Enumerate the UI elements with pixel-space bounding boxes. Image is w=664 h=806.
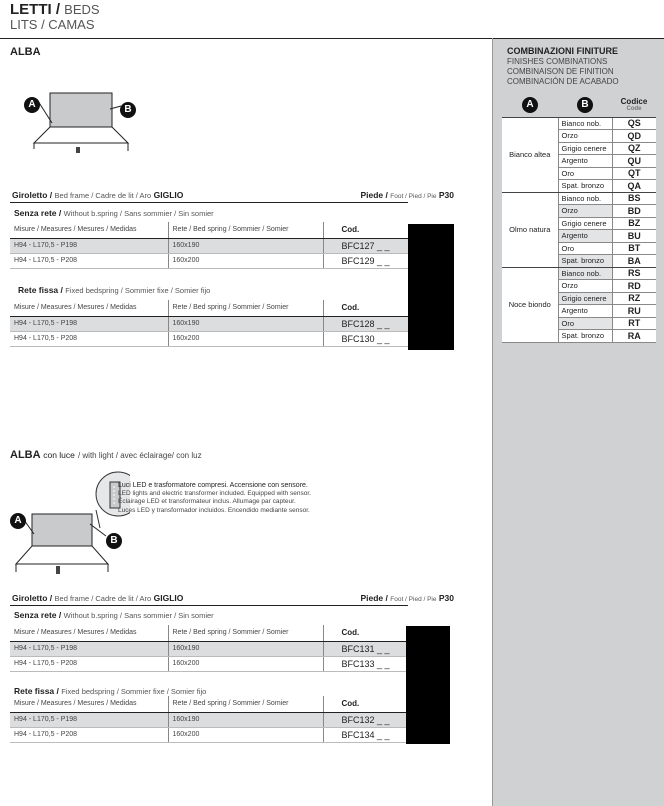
finish-code: BD: [612, 205, 656, 218]
table-row: H94 - L170,5 - P198 160x190 BFC131 _ _: [10, 641, 413, 656]
sidebar-subtitle-es: COMBINACIÓN DE ACABADO: [507, 77, 619, 86]
finish-group-name: Olmo natura: [502, 192, 558, 267]
alba-rete-fissa-heading: Rete fissa / Fixed bedspring / Sommier fixe / Somier fijo: [18, 285, 211, 295]
finish-name: Grigio cenere: [558, 217, 612, 230]
finish-code: QU: [612, 155, 656, 168]
finish-row: [502, 117, 656, 130]
finish-name: Bianco nob.: [558, 192, 612, 205]
col-b-header: B: [558, 93, 612, 117]
finish-group-name: Noce biondo: [502, 267, 558, 342]
sidebar-rule: [493, 38, 664, 39]
finish-name: Argento: [558, 305, 612, 318]
finish-code: BZ: [612, 217, 656, 230]
table-row: H94 - L170,5 - P198 160x190 BFC128 _ _: [10, 316, 413, 331]
alba-senza-rete-heading: Senza rete / Without b.spring / Sans sommier / Sin somier: [14, 208, 214, 218]
finish-group-name: Bianco altea: [502, 117, 558, 192]
page-header: [10, 2, 100, 32]
finish-code: BT: [612, 242, 656, 255]
table-row: H94 - L170,5 - P198 160x190 BFC132 _ _: [10, 712, 413, 727]
finish-name: Bianco nob.: [558, 267, 612, 280]
alba-luce-bed-illustration: [10, 468, 130, 578]
finish-code: RA: [612, 330, 656, 343]
alba-luce-rete-fissa-table: Misure / Measures / Mesures / Medidas Rete / Bed spring / Sommier / Somier Cod. H94 - L170,5 - P198 160x190 BFC132 _ _ H94 - L170,5 - P208 160x200 BFC134 _ _: [10, 696, 413, 743]
finish-name: Argento: [558, 230, 612, 243]
finish-code: QA: [612, 180, 656, 193]
finish-name: Spat. bronzo: [558, 330, 612, 343]
alba-title: ALBA: [10, 46, 41, 58]
finish-name: Orzo: [558, 280, 612, 293]
finish-code: QS: [612, 117, 656, 130]
table-row: H94 - L170,5 - P208 160x200 BFC133 _ _: [10, 656, 413, 671]
alba-luce-title: ALBA con luce / with light / avec éclairage/ con luz: [10, 449, 202, 461]
sidebar-subtitle-en: FINISHES COMBINATIONS: [507, 57, 608, 66]
finish-code: QD: [612, 130, 656, 143]
sidebar-subtitle-fr: COMBINAISON DE FINITION: [507, 67, 614, 76]
alba-luce-foot-label: Piede / Foot / Pied / Pie P30: [360, 593, 454, 603]
finish-name: Oro: [558, 317, 612, 330]
header-rule: [0, 38, 492, 39]
finish-code: RS: [612, 267, 656, 280]
page-title: LETTI / BEDS: [10, 1, 100, 18]
alba-rule: [10, 202, 408, 203]
alba-luce-senza-rete-table: Misure / Measures / Mesures / Medidas Rete / Bed spring / Sommier / Somier Cod. H94 - L170,5 - P198 160x190 BFC131 _ _ H94 - L170,5 - P208 160x200 BFC133 _ _: [10, 625, 413, 672]
alba-luce-rule: [10, 605, 408, 606]
alba-label-b: B: [120, 99, 136, 118]
table-row: H94 - L170,5 - P208 160x200 BFC134 _ _: [10, 727, 413, 742]
finish-name: Grigio cenere: [558, 292, 612, 305]
finish-code: BS: [612, 192, 656, 205]
table-row: H94 - L170,5 - P198 160x190 BFC127 _ _: [10, 238, 413, 253]
alba-luce-senza-rete-heading: Senza rete / Without b.spring / Sans sommier / Sin somier: [14, 610, 214, 620]
finish-name: Oro: [558, 167, 612, 180]
finish-code: QZ: [612, 142, 656, 155]
alba-foot-label: Piede / Foot / Pied / Pie P30: [360, 190, 454, 200]
finish-name: Spat. bronzo: [558, 180, 612, 193]
finish-name: Orzo: [558, 130, 612, 143]
alba-label-a: A: [24, 94, 40, 113]
finish-row: [502, 192, 656, 205]
alba-luce-frame-label: Giroletto / Bed frame / Cadre de lit / Aro GIGLIO: [12, 593, 184, 603]
finish-name: Orzo: [558, 205, 612, 218]
finish-code: QT: [612, 167, 656, 180]
alba-senza-rete-table: Misure / Measures / Mesures / Medidas Rete / Bed spring / Sommier / Somier Cod. H94 - L170,5 - P198 160x190 BFC127 _ _ H94 - L170,5 - P208 160x200 BFC129 _ _: [10, 222, 413, 269]
finish-code: BU: [612, 230, 656, 243]
alba-redacted-block: [408, 224, 454, 350]
col-a-header: A: [502, 93, 558, 117]
alba-frame-label: Giroletto / Bed frame / Cadre de lit / Aro GIGLIO: [12, 190, 184, 200]
finish-row: [502, 267, 656, 280]
finish-name: Argento: [558, 155, 612, 168]
finishes-table: [502, 93, 656, 343]
alba-luce-label-b: B: [106, 530, 122, 549]
finish-name: Oro: [558, 242, 612, 255]
alba-luce-rete-fissa-heading: Rete fissa / Fixed bedspring / Sommier fixe / Somier fijo: [14, 686, 207, 696]
finish-name: Bianco nob.: [558, 117, 612, 130]
sidebar-title: COMBINAZIONI FINITURE: [507, 46, 618, 56]
finish-name: Spat. bronzo: [558, 255, 612, 268]
finish-code: BA: [612, 255, 656, 268]
alba-rete-fissa-table: Misure / Measures / Mesures / Medidas Rete / Bed spring / Sommier / Somier Cod. H94 - L170,5 - P198 160x190 BFC128 _ _ H94 - L170,5 - P208 160x200 BFC130 _ _: [10, 300, 413, 347]
alba-luce-label-a: A: [10, 510, 26, 529]
finish-code: RZ: [612, 292, 656, 305]
alba-luce-redacted-block: [406, 626, 450, 744]
finish-code: RT: [612, 317, 656, 330]
finish-name: Grigio cenere: [558, 142, 612, 155]
table-row: H94 - L170,5 - P208 160x200 BFC129 _ _: [10, 253, 413, 268]
page-subtitle: LITS / CAMAS: [10, 17, 95, 32]
finish-code: RD: [612, 280, 656, 293]
table-row: H94 - L170,5 - P208 160x200 BFC130 _ _: [10, 331, 413, 346]
code-header: Codice Code: [612, 93, 656, 117]
finish-code: RU: [612, 305, 656, 318]
led-note: Luci LED e trasformatore compresi. Accensione con sensore. LED lights and electric transformer included. Equipped with sensor. Éclairage LED et transformateur inclus. Allumage par capteur. Luces LED y transformador incluidos. Encendido mediante sensor.: [118, 482, 311, 514]
